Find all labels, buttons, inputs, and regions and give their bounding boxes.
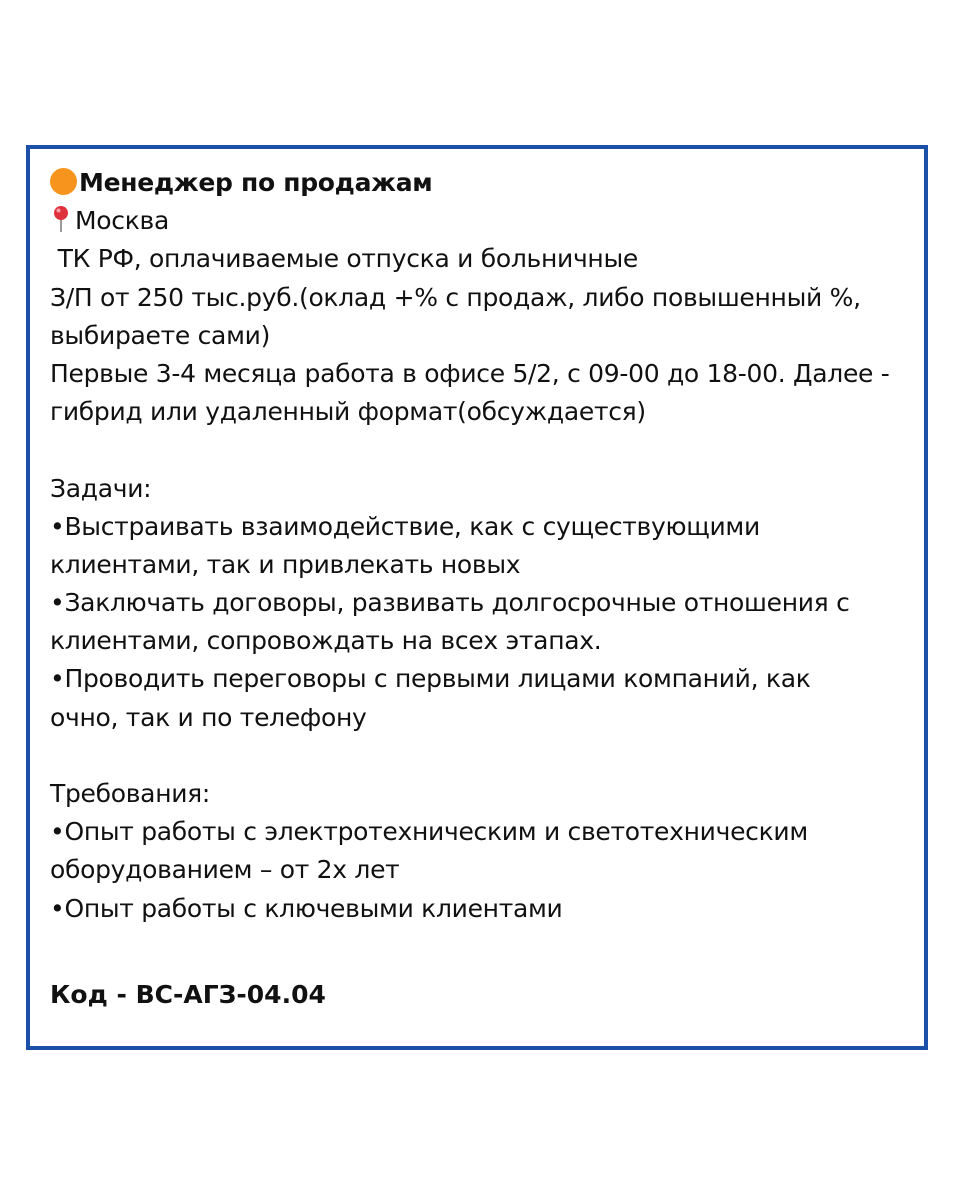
- vacancy-code: Код - ВС-АГЗ-04.04: [50, 980, 326, 1009]
- tasks-line: •Заключать договоры, развивать долгосрочные отношения с: [50, 588, 850, 618]
- vacancy-schedule-line-1: Первые 3-4 месяца работа в офисе 5/2, с 09-00 до 18-00. Далее -: [50, 358, 890, 388]
- vacancy-salary-line-1: З/П от 250 тыс.руб.(оклад +% с продаж, либо повышенный %,: [50, 282, 861, 312]
- vacancy-title: Менеджер по продажам: [79, 168, 433, 197]
- vacancy-schedule-line-2: гибрид или удаленный формат(обсуждается): [50, 397, 646, 427]
- tasks-line: •Проводить переговоры с первыми лицами компаний, как: [50, 664, 811, 694]
- round-pushpin-icon: [50, 205, 72, 233]
- spacer: [50, 431, 904, 469]
- vacancy-card: [26, 145, 928, 1050]
- vacancy-city: Москва: [75, 206, 169, 236]
- orange-circle-icon: [50, 168, 77, 195]
- vacancy-title-row: [50, 164, 904, 202]
- vacancy-body: [50, 164, 904, 928]
- requirements-line: оборудованием – от 2х лет: [50, 855, 400, 885]
- spacer: [50, 737, 904, 775]
- requirements-line: •Опыт работы с электротехническим и светотехническим: [50, 817, 808, 847]
- vacancy-benefits: ТК РФ, оплачиваемые отпуска и больничные: [50, 244, 638, 274]
- tasks-heading: Задачи:: [50, 473, 152, 503]
- requirements-line: •Опыт работы с ключевыми клиентами: [50, 893, 563, 923]
- requirements-heading: Требования:: [50, 779, 211, 808]
- tasks-line: клиентами, сопровождать на всех этапах.: [50, 626, 602, 656]
- tasks-line: •Выстраивать взаимодействие, как с существующими: [50, 511, 760, 541]
- tasks-line: клиентами, так и привлекать новых: [50, 549, 521, 579]
- vacancy-salary-line-2: выбираете сами): [50, 320, 271, 350]
- tasks-line: очно, так и по телефону: [50, 702, 367, 732]
- vacancy-city-row: [50, 202, 904, 240]
